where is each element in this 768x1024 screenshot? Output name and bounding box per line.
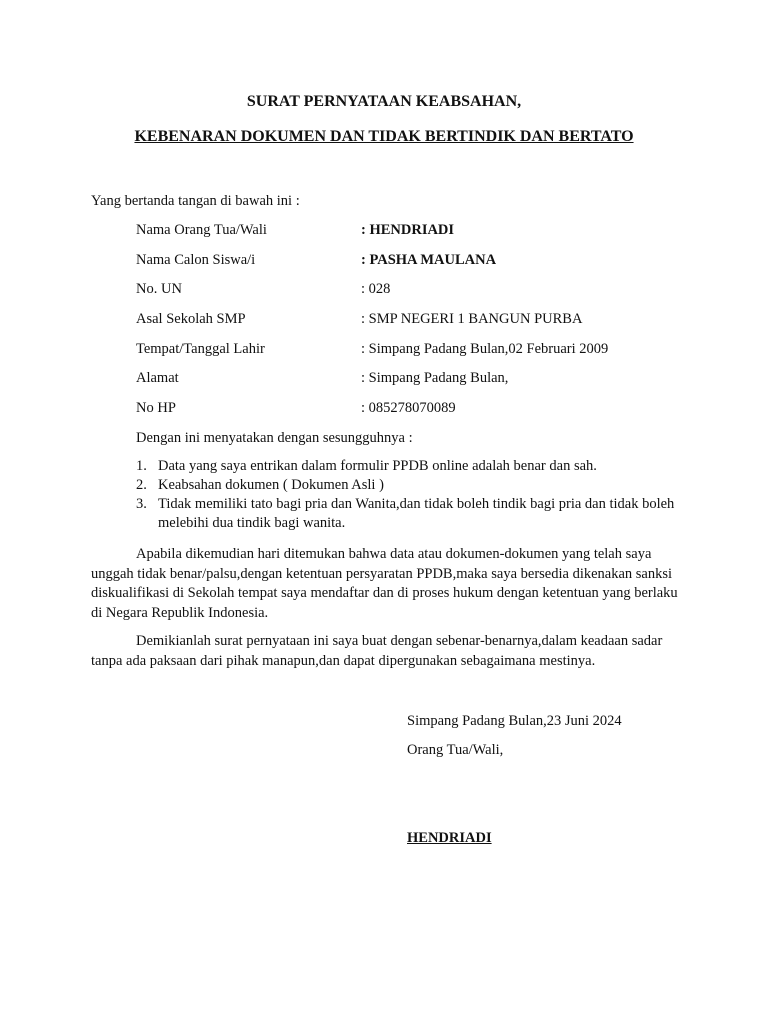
list-item-text: Keabsahan dokumen ( Dokumen Asli ) [158, 477, 384, 493]
field-label-birth-place-date: Tempat/Tanggal Lahir [136, 341, 265, 357]
consequence-paragraph: Apabila dikemudian hari ditemukan bahwa data atau dokumen-dokumen yang telah saya unggah tidak benar/palsu,dengan ketentuan persyaratan PPDB,maka saya bersedia dikenakan sanksi diskualifikasi di Sekolah tempat saya mendaftar dan di proses hukum dengan ketentuan yang berlaku di Negara Republik Indonesia. [91, 546, 678, 621]
list-item-number: 2. [136, 477, 147, 493]
signature-role: Orang Tua/Wali, [407, 742, 504, 758]
document-title-line1: SURAT PERNYATAAN KEABSAHAN, [246, 93, 522, 110]
field-label-parent-name: Nama Orang Tua/Wali [136, 222, 267, 238]
field-label-student-name: Nama Calon Siswa/i [136, 252, 256, 268]
field-value-origin-school: : SMP NEGERI 1 BANGUN PURBA [361, 311, 583, 327]
field-label-exam-number: No. UN [136, 281, 182, 297]
signature-place-date: Simpang Padang Bulan,23 Juni 2024 [407, 713, 622, 729]
field-value-phone: : 085278070089 [361, 400, 456, 416]
signature-name: HENDRIADI [407, 830, 492, 846]
closing-paragraph: Demikianlah surat pernyataan ini saya buat dengan sebenar-benarnya,dalam keadaan sadar tanpa ada paksaan dari pihak manapun,dan dapat dipergunakan sebagaimana mestinya. [91, 633, 663, 669]
list-item [136, 476, 676, 495]
field-value-parent-name: : HENDRIADI [361, 222, 455, 238]
field-value-address: : Simpang Padang Bulan, [361, 370, 509, 386]
list-item-text: Data yang saya entrikan dalam formulir PPDB online adalah benar dan sah. [158, 458, 597, 474]
field-value-birth-place-date: : Simpang Padang Bulan,02 Februari 2009 [361, 341, 609, 357]
statement-list [136, 457, 676, 533]
intro-text: Yang bertanda tangan di bawah ini : [91, 193, 300, 209]
list-item-number: 3. [136, 496, 147, 512]
list-item-text: Tidak memiliki tato bagi pria dan Wanita,dan tidak boleh tindik bagi pria dan tidak boleh melebihi dua tindik bagi wanita. [158, 496, 675, 531]
field-label-phone: No HP [136, 400, 176, 416]
field-label-address: Alamat [136, 370, 179, 386]
field-value-student-name: : PASHA MAULANA [361, 252, 497, 268]
declaration-text: Dengan ini menyatakan dengan sesungguhnya : [136, 430, 413, 446]
list-item [136, 457, 676, 476]
field-value-exam-number: : 028 [361, 281, 391, 297]
list-item-number: 1. [136, 458, 147, 474]
document-title-line2: KEBENARAN DOKUMEN DAN TIDAK BERTINDIK DAN BERTATO [134, 128, 634, 145]
field-label-origin-school: Asal Sekolah SMP [136, 311, 246, 327]
list-item [136, 495, 676, 533]
